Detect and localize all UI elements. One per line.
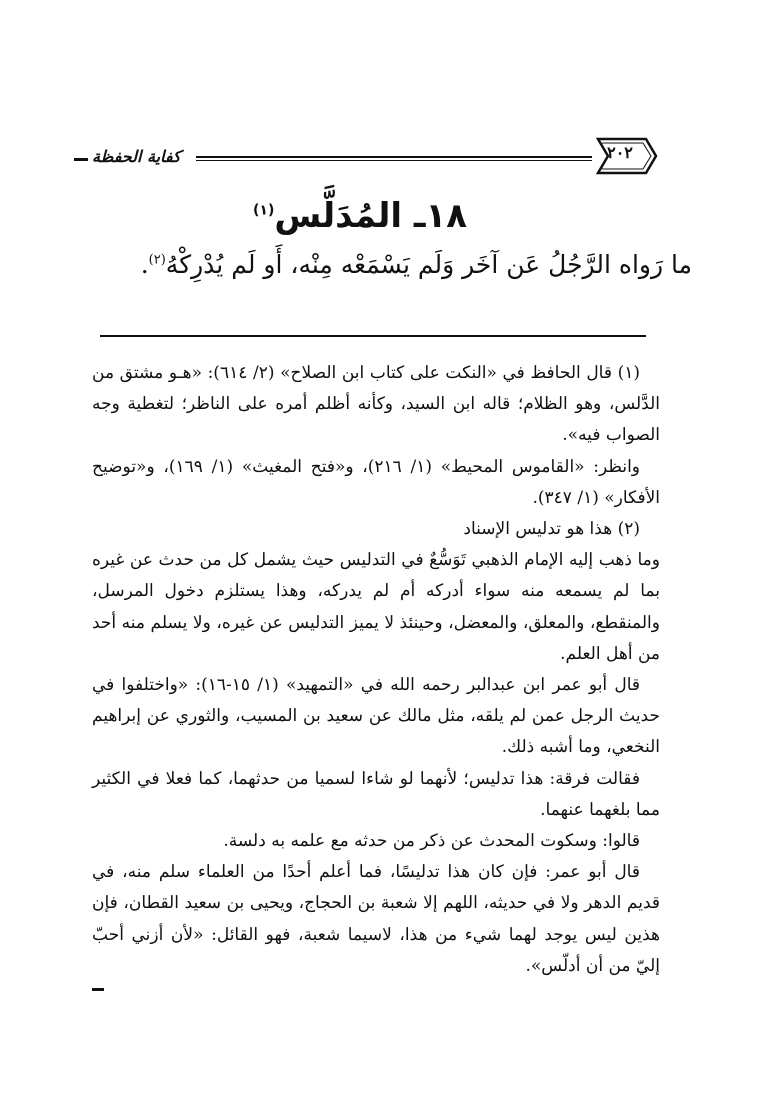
- footnote-2-para-1: وما ذهب إليه الإمام الذهبي تَوَسُّعٌ في التدليس حيث يشمل كل من حدث عن غيره بما لم يسمعه منه سواء أدركه أم لم يدركه، وهذا يستلزم دخول المرسل، والمنقطع، والمعلق، والمعضل، وحينئذ لا يميز التدليس عن غيره، ولا يسلم منه أحد من أهل العلم.: [92, 550, 660, 664]
- footnotes: [92, 358, 660, 982]
- page-number: ٢٠٢: [607, 143, 633, 162]
- end-dash: [92, 988, 104, 991]
- footnote-separator: [100, 335, 646, 337]
- header-rule: [196, 156, 592, 161]
- header-dash: [74, 158, 88, 161]
- footnote-2-para-5: قال أبو عمر: فإن كان هذا تدليسًا، فما أعلم أحدًا من العلماء سلم منه، في قديم الدهر ولا في حديثه، اللهم إلا شعبة بن الحجاج، ويحيى بن سعيد القطان، فإن هذين ليس يوجد لهما شيء من هذا، لاسيما شعبة، فهو القائل: «لأن أزني أحبّ إليّ من أن أدلّس».: [92, 862, 660, 976]
- definition-text: ما رَواه الرَّجُلُ عَن آخَر وَلَم يَسْمَعْه مِنْه، أَو لَم يُدْرِكْهُ$^{(٢)}$.: [140, 250, 692, 279]
- running-title: كفاية الحفظة: [92, 147, 181, 166]
- footnote-2-para-2: قال أبو عمر ابن عبدالبر رحمه الله في «التمهيد» (١/ ١٥-١٦): «واختلفوا في حديث الرجل عمن لم يلقه، مثل مالك عن سعيد بن المسيب، والثوري عن إبراهيم النخعي، وما أشبه ذلك.: [92, 675, 660, 758]
- section-title: [250, 196, 470, 236]
- footnote-1: (١) قال الحافظ في «النكت على كتاب ابن الصلاح» (٢/ ٦١٤): «هـو مشتق من الدَّلس، وهو الظلام؛ قاله ابن السيد، وكأنه أظلم أمره على الناظر؛ لتغطية وجه الصواب فيه».: [92, 363, 660, 446]
- section-title-text: ١٨ـ المُدَلَّس: [274, 196, 467, 236]
- footnote-2: (٢) هذا هو تدليس الإسناد: [463, 519, 640, 540]
- title-footnote-ref: (١): [252, 202, 275, 219]
- footnote-1-see-also: وانظر: «القاموس المحيط» (١/ ٢١٦)، و«فتح المغيث» (١/ ١٦٩)، و«توضيح الأفكار» (١/ ٣٤٧).: [92, 456, 660, 508]
- footnote-2-para-3: فقالت فرقة: هذا تدليس؛ لأنهما لو شاءا لسميا من حدثهما، كما فعلا في الكثير مما بلغهما عنهما.: [92, 768, 660, 820]
- definition-footnote-ref: (٢): [148, 252, 166, 268]
- definition-body: ما رَواه الرَّجُلُ عَن آخَر وَلَم يَسْمَعْه مِنْه، أَو لَم يُدْرِكْهُ: [165, 250, 692, 279]
- footnote-2-para-4: قالوا: وسكوت المحدث عن ذكر من حدثه مع علمه به دلسة.: [223, 831, 640, 852]
